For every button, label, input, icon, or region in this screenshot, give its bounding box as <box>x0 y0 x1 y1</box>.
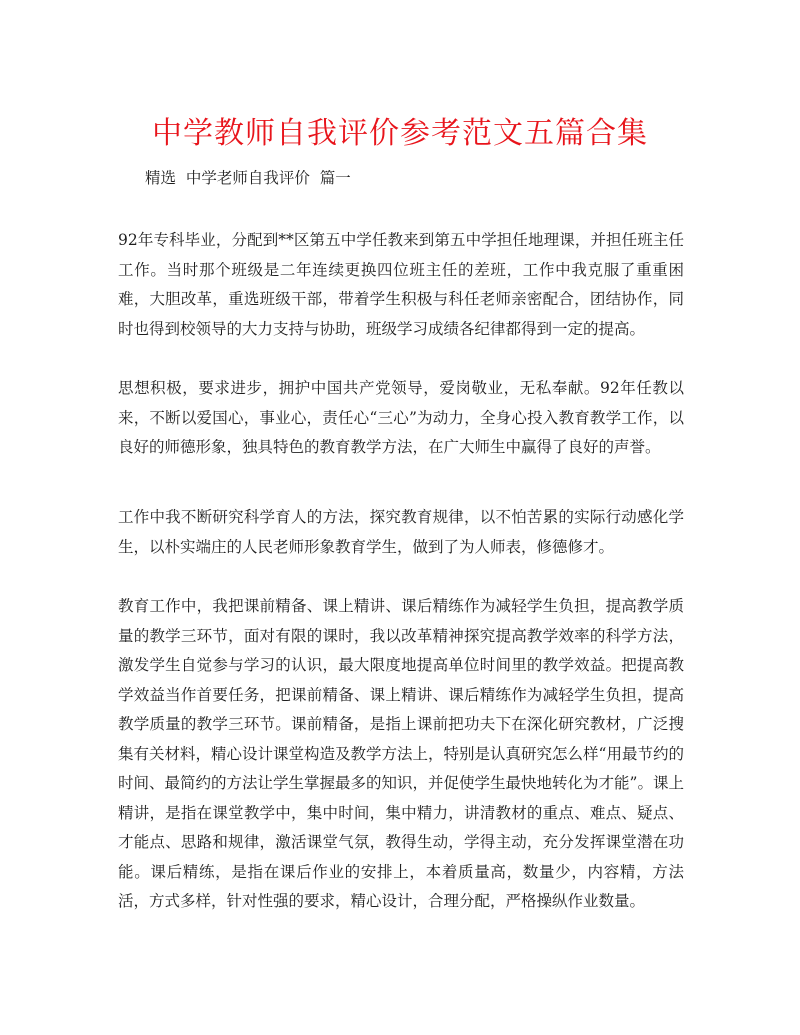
paragraph-1: 92年专科毕业，分配到**区第五中学任教来到第五中学担任地理课，并担任班主任工作。当时那个班级是二年连续更换四位班主任的差班，工作中我克服了重重困难，大胆改革，重选班级干部，带着学生积极与科任老师亲密配合，团结协作，同时也得到校领导的大力支持与协助，班级学习成绩各纪律都得到一定的提高。 <box>118 231 684 338</box>
document-title: 中学教师自我评价参考范文五篇合集 <box>152 116 648 151</box>
paragraph-3: 工作中我不断研究科学育人的方法，探究教育规律，以不怕苦累的实际行动感化学生，以朴实端庄的人民老师形象教育学生，做到了为人师表，修德修才。 <box>118 508 684 556</box>
paragraph-2: 思想积极，要求进步，拥护中国共产党领导，爱岗敬业，无私奉献。92年任教以来，不断以爱国心，事业心，责任心“三心”为动力，全身心投入教育教学工作，以良好的师德形象，独具特色的教育教学方法，在广大师生中赢得了良好的声誉。 <box>118 379 684 456</box>
paragraph-4: 教育工作中，我把课前精备、课上精讲、课后精练作为减轻学生负担，提高教学质量的教学三环节，面对有限的课时，我以改革精神探究提高教学效率的科学方法，激发学生自觉参与学习的认识，最大限度地提高单位时间里的教学效益。把提高教学效益当作首要任务，把课前精备、课上精讲、课后精练作为减轻学生负担，提高教学质量的教学三环节。课前精备，是指上课前把功夫下在深化研究教材，广泛搜集有关材料，精心设计课堂构造及教学方法上，特别是认真研究怎么样“用最节约的时间、最简约的方法让学生掌握最多的知识，并促使学生最快地转化为才能”。课上精讲，是指在课堂教学中，集中时间，集中精力，讲清教材的重点、难点、疑点、才能点、思路和规律，激活课堂气氛，教得生动，学得主动，充分发挥课堂潜在功能。课后精练，是指在课后作业的安排上，本着质量高，数量少，内容精，方法活，方式多样，针对性强的要求，精心设计，合理分配，严格操纵作业数量。 <box>118 597 684 910</box>
document-subtitle: 精选 中学老师自我评价 篇一 <box>145 169 351 187</box>
